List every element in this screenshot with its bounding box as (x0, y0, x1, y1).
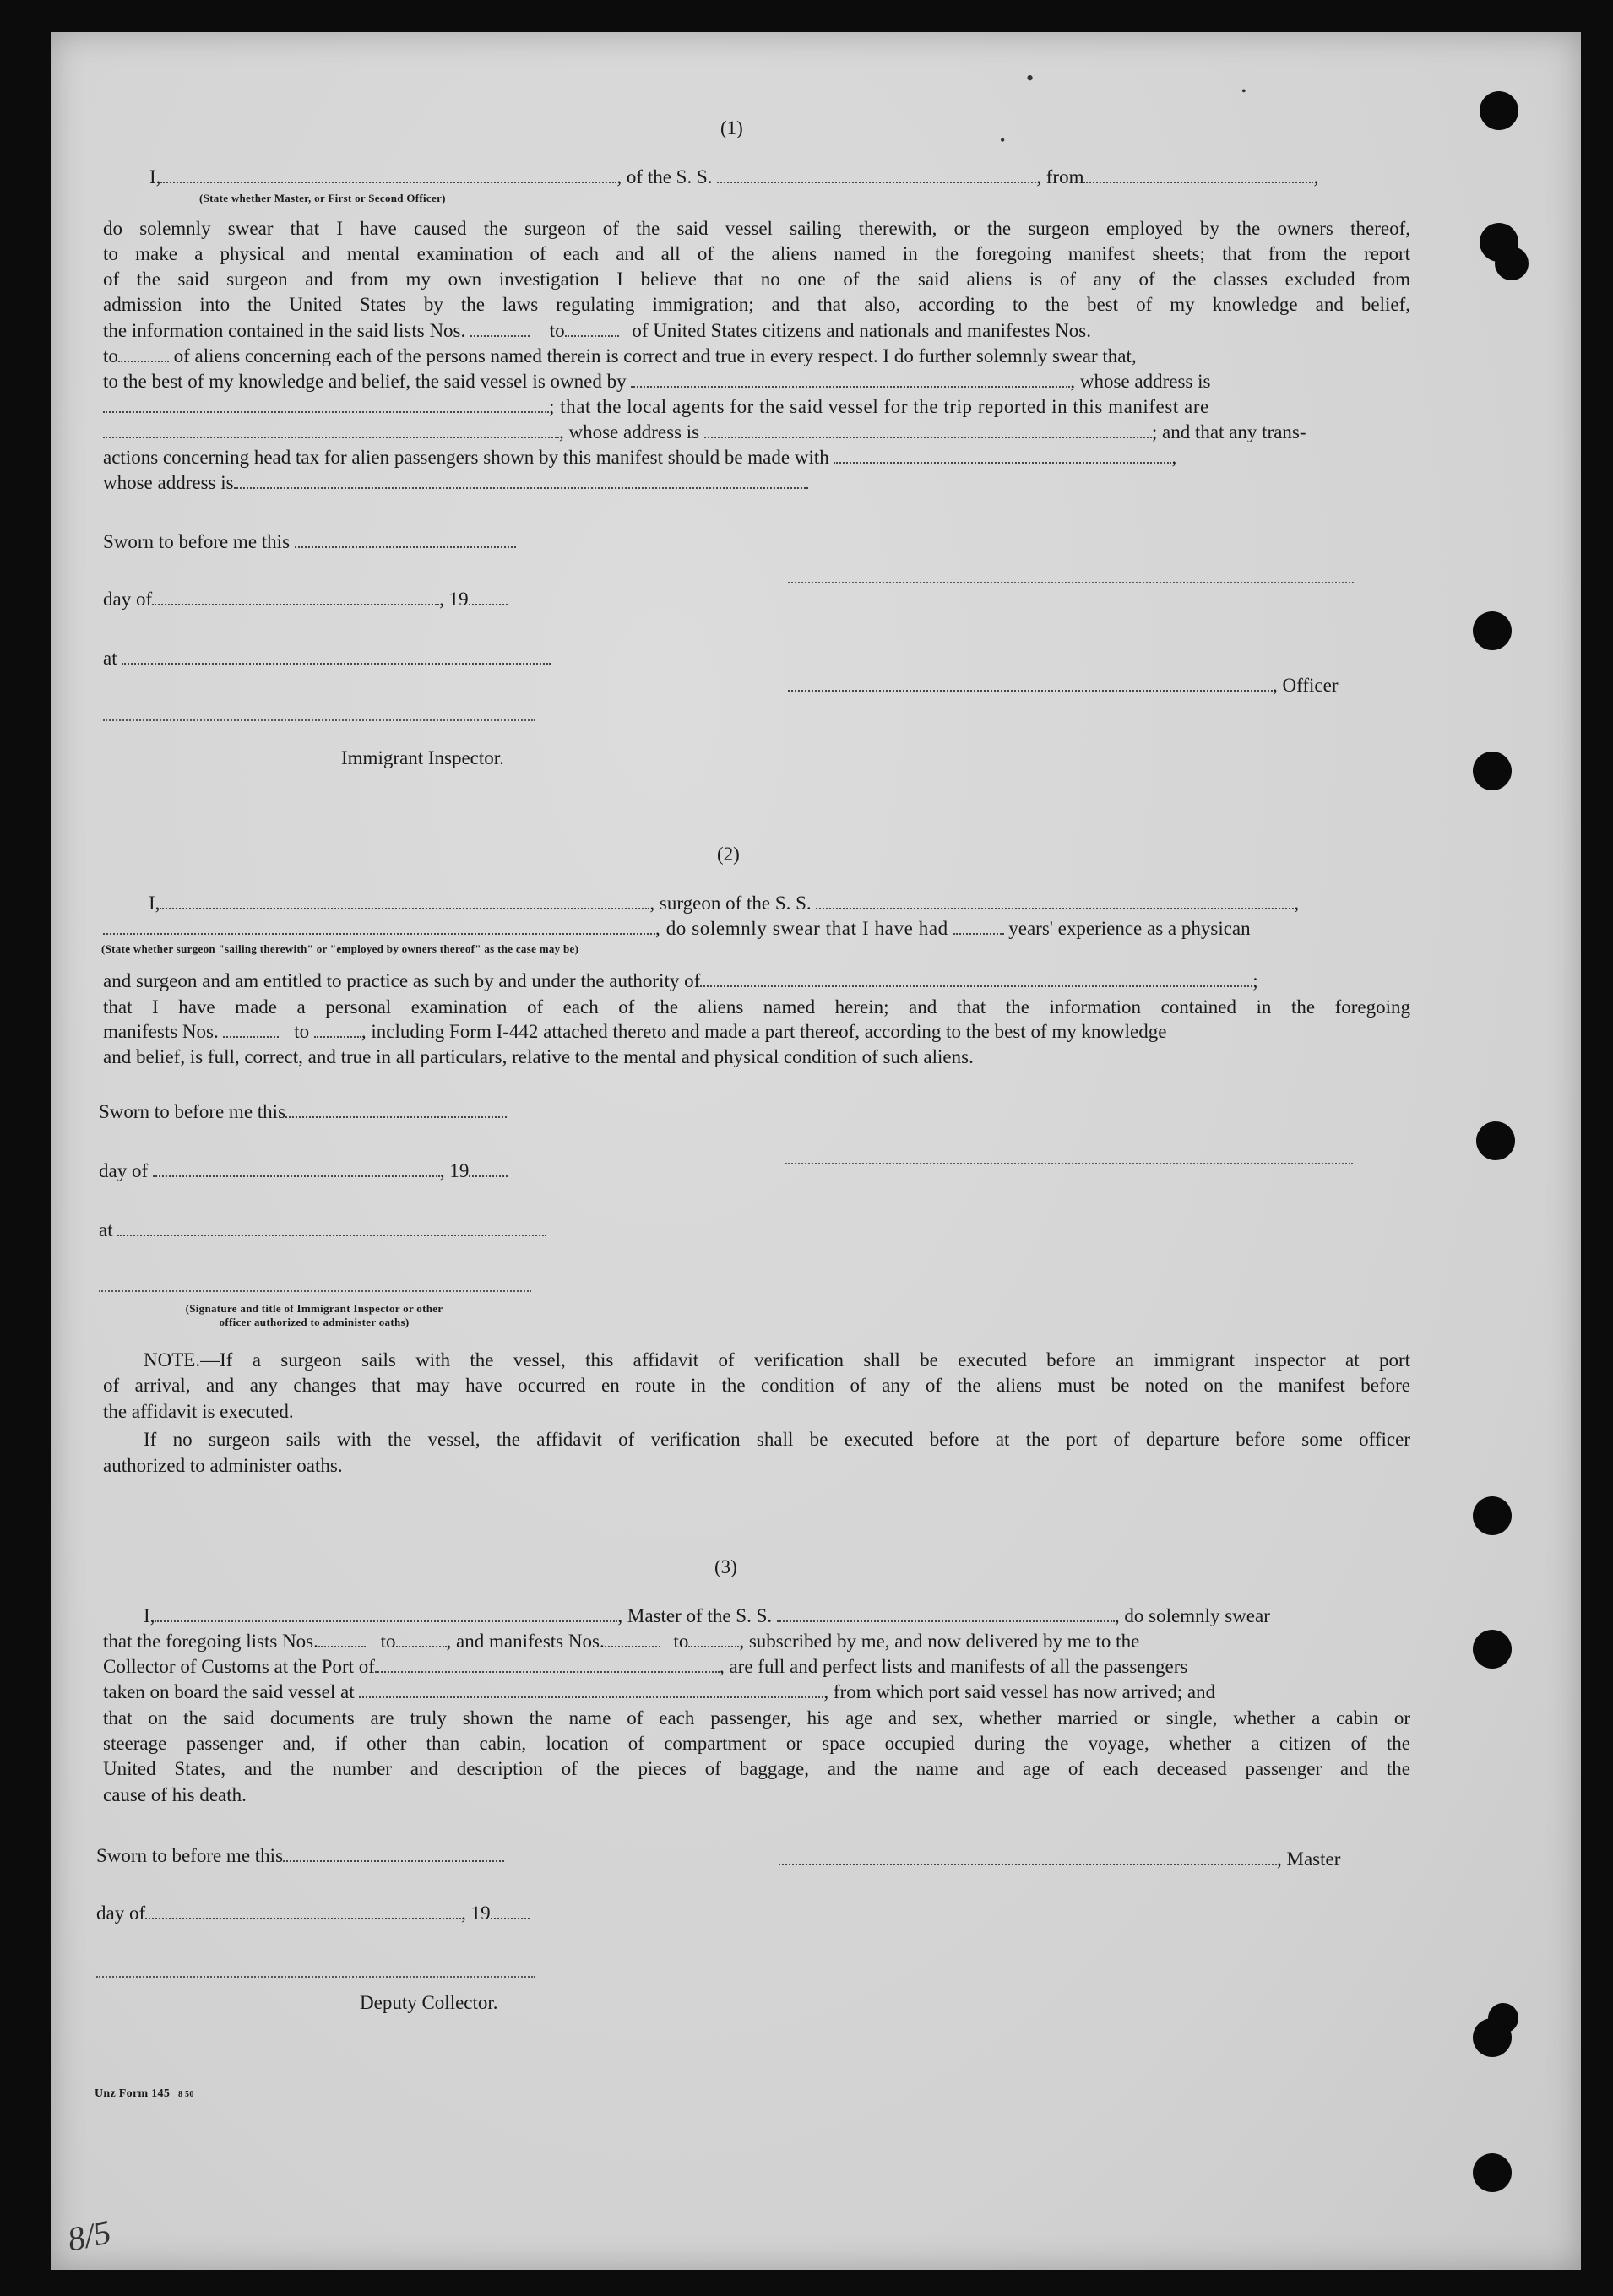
place-field[interactable] (122, 648, 551, 665)
section-3-heading: (3) (714, 1556, 737, 1577)
officer-rank-note: (State whether Master, or First or Second Officer) (199, 192, 446, 204)
master-name-field[interactable] (155, 1605, 617, 1622)
text: , of the S. S. (616, 166, 713, 187)
para-line: to make a physical and mental examination of each and all of the aliens named in the foregoing manifest sheets; that from the report (103, 243, 1410, 264)
text: , whose address is (1070, 371, 1211, 392)
text: of United States citizens and nationals and manifestes Nos. (632, 320, 1091, 341)
text: ; that the local agents for the said vessel for the trip reported in this manifest are (549, 396, 1209, 417)
owned-by-line (103, 370, 1210, 394)
taken-on-board-line (103, 1680, 1215, 1704)
text: to (673, 1631, 689, 1652)
sworn-line-3 (96, 1844, 504, 1868)
examination-line: that I have made a personal examination of each of the aliens named herein; and that the information contained in the foregoing (103, 996, 1410, 1018)
officer-label: , Officer (1273, 675, 1339, 696)
at-line (103, 647, 551, 670)
text: , are full and perfect lists and manifests of all the passengers (719, 1656, 1188, 1677)
owner-field[interactable] (631, 371, 1070, 388)
punch-hole (1495, 247, 1529, 280)
agents-address-line (103, 421, 1306, 444)
surgeon-line (149, 892, 1299, 915)
text: at (99, 1219, 113, 1240)
note-line: officer authorized to administer oaths) (219, 1316, 410, 1328)
punch-hole (1476, 1121, 1515, 1160)
head-tax-party-field[interactable] (834, 447, 1171, 464)
belief-line: and belief, is full, correct, and true in all particulars, relative to the mental and physical condition of such aliens. (103, 1046, 974, 1067)
experience-line (103, 917, 1251, 941)
day-month-field[interactable] (152, 589, 439, 605)
agents-line (103, 395, 1209, 419)
name-field[interactable] (160, 166, 616, 183)
punch-hole (1473, 1630, 1512, 1669)
text: , subscribed by me, and now delivered by me to the (739, 1631, 1140, 1652)
text: , (1294, 893, 1300, 914)
note-line: the affidavit is executed. (103, 1401, 294, 1422)
text: Sworn to before me this (103, 531, 291, 552)
text: day of (96, 1902, 146, 1924)
master-signature (779, 1848, 1340, 1871)
text: I, (149, 166, 161, 187)
para-line: do solemnly swear that I have caused the surgeon of the said vessel sailing therewith, or the surgeon employed by the owners thereof, (103, 218, 1410, 239)
punch-hole (1473, 1496, 1512, 1535)
place-field-2[interactable] (117, 1219, 546, 1236)
text: , do solemnly swear that I have had (655, 918, 948, 939)
text: and surgeon and am entitled to practice as such by and under the authority of (103, 970, 701, 991)
surgeon-capacity-note: (State whether surgeon "sailing therewith" or "employed by owners thereof" as the case may be) (101, 942, 579, 955)
text: , whose address is (559, 421, 700, 442)
text: I, (144, 1605, 155, 1626)
note-line: If no surgeon sails with the vessel, the affidavit of verification shall be executed before at the port of departure before some officer (144, 1429, 1410, 1450)
text: , (1171, 447, 1177, 468)
owner-address-field[interactable] (103, 396, 549, 413)
sworn-date-field-3[interactable] (283, 1845, 504, 1862)
head-tax-line (103, 446, 1176, 470)
text: Sworn to before me this (99, 1101, 286, 1122)
manifests-to-field-3[interactable] (688, 1631, 739, 1647)
manifests-line (103, 1020, 1166, 1044)
lists-nos-line (103, 319, 1091, 343)
speck: • (1026, 66, 1035, 90)
manifests-to-field[interactable] (314, 1021, 361, 1038)
text: , from (1036, 166, 1084, 187)
para-line: that on the said documents are truly shown the name of each passenger, his age and sex, whether married or single, whether a cabin or (103, 1707, 1410, 1729)
text: of aliens concerning each of the persons named therein is correct and true in every respect. I do further solemnly swear that, (173, 345, 1137, 366)
text: whose address is (103, 472, 234, 493)
agents-field[interactable] (103, 421, 559, 438)
text: actions concerning head tax for alien passengers shown by this manifest should be made with (103, 447, 829, 468)
text: to (294, 1021, 310, 1042)
form-number (95, 2087, 194, 2101)
text: , from which port said vessel has now arrived; and (823, 1681, 1216, 1702)
form-page (51, 32, 1581, 2270)
note-line: authorized to administer oaths. (103, 1455, 343, 1476)
note-line: NOTE.—If a surgeon sails with the vessel, this affidavit of verification shall be executed before an immigrant inspector at port (144, 1349, 1410, 1371)
para-line: cause of his death. (103, 1784, 247, 1805)
punch-hole (1488, 2003, 1518, 2033)
embarkation-port-field[interactable] (359, 1681, 823, 1698)
text: , (1313, 166, 1319, 187)
surgeon-signature-line[interactable] (785, 1161, 1353, 1164)
foregoing-lists-line (103, 1630, 1139, 1653)
note-line: of arrival, and any changes that may have occurred en route in the condition of any of the aliens must be noted on the manifest before (103, 1375, 1410, 1396)
day-of-line-3 (96, 1902, 530, 1925)
master-label: , Master (1277, 1848, 1341, 1870)
officer-signature-line-upper[interactable] (788, 580, 1354, 583)
deputy-collector-label: Deputy Collector. (360, 1992, 498, 2013)
sworn-date-field[interactable] (295, 531, 516, 548)
text: , and manifests Nos. (446, 1631, 605, 1652)
text: to (103, 345, 118, 366)
text: Sworn to before me this (96, 1845, 284, 1866)
form-date-text: 8 50 (177, 2090, 194, 2099)
text: years' experience as a physican (1008, 918, 1251, 939)
text: ; (1252, 970, 1258, 991)
manifest-to-field[interactable] (118, 345, 169, 362)
whose-address-line (103, 471, 808, 495)
master-signature-field[interactable] (779, 1848, 1277, 1865)
para-line: steerage passenger and, if other than cabin, location of compartment or space occupied during the voyage, whether a citizen of the (103, 1733, 1410, 1754)
sworn-line-2 (99, 1100, 507, 1124)
text: at (103, 648, 117, 669)
at-line-2 (99, 1219, 546, 1242)
inspector-signature-line[interactable] (103, 718, 535, 721)
form-number-text: Unz Form 145 (95, 2087, 171, 2100)
port-field[interactable] (375, 1656, 720, 1673)
text: to the best of my knowledge and belief, the said vessel is owned by (103, 371, 627, 392)
para-line: admission into the United States by the laws regulating immigration; and that also, according to the best of my knowledge and belief, (103, 294, 1410, 315)
master-line (144, 1604, 1270, 1628)
sworn-date-field-2[interactable] (285, 1101, 507, 1118)
surgeon-vessel-field[interactable] (816, 893, 1294, 909)
text: I, (149, 893, 160, 914)
punch-hole (1473, 611, 1512, 650)
year-field[interactable] (469, 589, 508, 605)
text: , Master of the S. S. (617, 1605, 773, 1626)
text: day of (103, 589, 153, 610)
speck: • (1241, 84, 1246, 99)
signature-title-note (132, 1302, 497, 1329)
punch-hole (1473, 2153, 1512, 2192)
text: that the foregoing lists Nos. (103, 1631, 318, 1652)
surgeon-capacity-field[interactable] (103, 918, 655, 935)
para-line: United States, and the number and description of the pieces of baggage, and the name and age of each deceased passenger and the (103, 1758, 1410, 1779)
day-of-line (103, 588, 508, 611)
text: to (380, 1631, 396, 1652)
para-line: of the said surgeon and from my own investigation I believe that no one of the said aliens is of any of the classes excluded from (103, 269, 1410, 290)
note-line: (Signature and title of Immigrant Inspector or other (185, 1302, 443, 1315)
speck: • (1000, 132, 1006, 149)
text: , 19 (461, 1902, 491, 1924)
lists-from-field-3[interactable] (318, 1631, 366, 1647)
text: manifests Nos. (103, 1021, 219, 1042)
text: , 19 (439, 1160, 470, 1181)
surgeon-name-field[interactable] (160, 893, 649, 909)
lists-from-field[interactable] (470, 320, 530, 337)
vessel-field[interactable] (717, 166, 1036, 183)
collector-line (103, 1655, 1187, 1679)
section-1-heading: (1) (720, 117, 743, 138)
lists-to-field-3[interactable] (396, 1631, 447, 1647)
day-month-field-3[interactable] (145, 1902, 461, 1919)
text: , including Form I-442 attached thereto and made a part thereof, according to the best of my knowledge (361, 1021, 1167, 1042)
inspector-signature-line-2[interactable] (99, 1289, 531, 1292)
handwritten-mark: 8/5 (63, 2212, 115, 2259)
text: taken on board the said vessel at (103, 1681, 355, 1702)
text: ; and that any trans- (1151, 421, 1306, 442)
text: , 19 (439, 589, 469, 610)
immigrant-inspector-label: Immigrant Inspector. (341, 747, 504, 768)
officer-signature (788, 674, 1338, 697)
text: , do solemnly swear (1114, 1605, 1270, 1626)
text: to (549, 320, 565, 341)
manifests-from-field-3[interactable] (605, 1631, 660, 1647)
year-field-3[interactable] (491, 1902, 530, 1919)
section-2-heading: (2) (717, 844, 740, 865)
text: day of (99, 1160, 149, 1181)
authority-line (103, 969, 1258, 993)
agents-address-field[interactable] (704, 421, 1152, 438)
text: Collector of Customs at the Port of (103, 1656, 375, 1677)
officer-signature-field[interactable] (788, 675, 1273, 692)
master-vessel-field[interactable] (777, 1605, 1115, 1622)
day-of-line-2 (99, 1159, 508, 1183)
years-field[interactable] (953, 918, 1004, 935)
collector-signature-line[interactable] (96, 1974, 535, 1978)
day-month-field-2[interactable] (153, 1160, 440, 1177)
head-tax-address-field[interactable] (234, 472, 808, 489)
lists-to-field[interactable] (565, 320, 619, 337)
aliens-to-line (103, 345, 1137, 368)
manifests-from-field[interactable] (223, 1021, 279, 1038)
text: , surgeon of the S. S. (649, 893, 812, 914)
sworn-line (103, 530, 516, 554)
from-port-field[interactable] (1083, 166, 1313, 183)
punch-hole (1480, 91, 1518, 130)
authority-field[interactable] (700, 970, 1252, 987)
year-field-2[interactable] (469, 1160, 508, 1177)
master-declaration-line (149, 166, 1318, 189)
text: the information contained in the said lists Nos. (103, 320, 466, 341)
punch-hole (1473, 752, 1512, 790)
